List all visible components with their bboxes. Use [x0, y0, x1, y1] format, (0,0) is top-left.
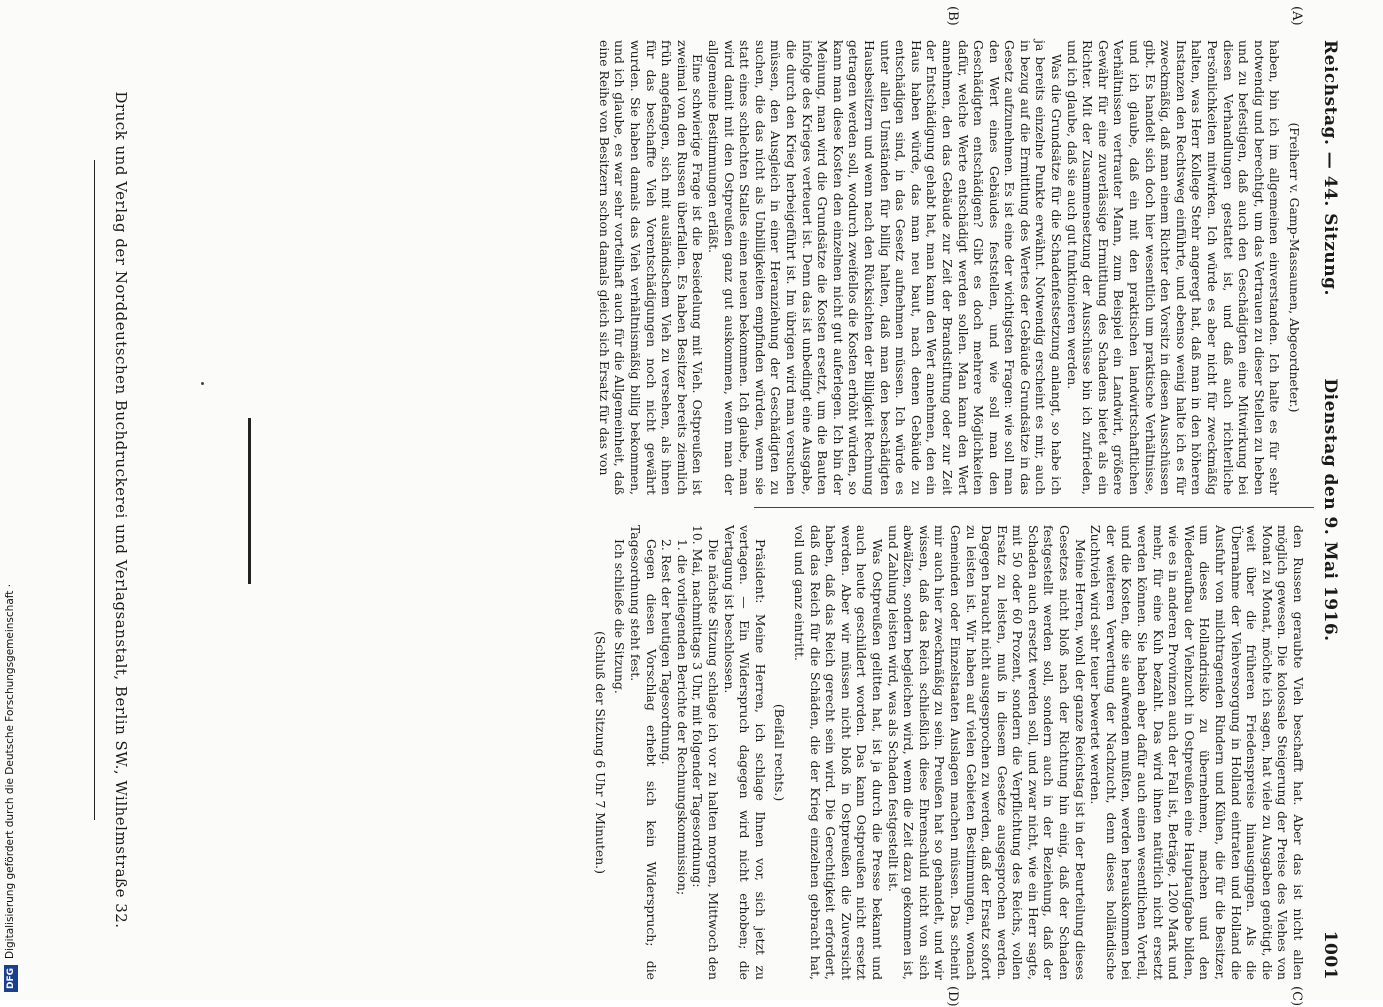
paragraph: den Russen geraubte Vieh beschafft hat. Aber das ist nicht allen möglich gewesen. Die kolossale Steigerung der Preise des Viehes von Monat zu Monat, möchte ich sagen, hat viele zu Ausgaben genötigt, die weit über die früheren Friedenspreise hinausgingen. Als die Übernahme der Viehversorgung in Holland eintraten und Holland die Ausfuhr von milchtragenden Rindern und Kühen, die für die Besitzer, um dieses Hollandrisiko zu übernehmen, machen und den Wiederaufbau der Viehzucht in Ostpreußen eine Hauptaufgabe bilden, wie es in anderen Provinzen auch der Fall ist, Beträge, 1200 Mark und mehr, für eine Kuh bezahlt. Das wird ihnen natürlich nicht ersetzt werden können. Sie haben aber dafür auch einen wesentlichen Vorteil, und die Kosten, die sie aufwenden mußten, werden herauskommen bei der weiteren Verwertung der Nachzucht, denn dieses holländische Zuchtvieh wird sehr teuer bewertet werden.	[1088, 525, 1306, 980]
margin-rule	[94, 160, 95, 820]
right-column	[588, 525, 1306, 980]
paragraph: Meine Herren, wohl der ganze Reichstag ist in der Beurteilung dieses Gesetzes nicht bloß nach der Richtung hin einig, daß der Schaden festgestellt werden soll, sondern auch in der Beziehung, daß der Schaden auch ersetzt werden soll, und zwar nicht, wie ein Herr sagte, mit 50 oder 60 Prozent, sondern die Verpflichtung des Reichs, vollen Ersatz zu leisten, muß in diesem Gesetze ausgesprochen werden. Dagegen braucht nicht ausgesprochen zu werden, daß der Ersatz sofort zu leisten ist. Wir haben auf vielen Gebieten Bestimmungen, wonach Gemeinden oder Einzelstaaten Auslagen machen müssen. Das scheint mir auch hier zweckmäßig zu sein. Preußen hat so gehandelt, und wir wissen, daß das Reich schließlich diese Ehrenschuld nicht von sich abwälzen, sondern begleichen wird, wenn die Zeit dazu gekommen ist, und Zahlung leisten wird, was als Schaden festgestellt ist.	[885, 525, 1088, 980]
header-left: Reichstag. — 44. Sitzung.	[1320, 40, 1340, 296]
margin-mark-b: (B)	[945, 6, 960, 26]
column-divider	[754, 507, 1314, 508]
closing-line: Ich schließe die Sitzung.	[612, 539, 628, 694]
speck	[201, 382, 204, 385]
header-date: Dienstag den 9. Mai 1916.	[1320, 378, 1340, 642]
paragraph: haben, bin ich im allgemeinen einverstanden. Ich halte es für sehr notwendig und berechtigt, um das Vertrauen zu dieser Stellen zu heben und zu befestigen, daß auch den Geschädigten eine Mitwirkung bei diesen Verhandlungen gestattet ist, und daß auch richterliche Persönlichkeiten mitwirken. Ich würde es aber nicht für zweckmäßig halten, was Herr Kollege Stehr angeregt hat, daß man in den höheren Instanzen den Rechtsweg einführte, und ebenso wenig halte ich es für zweckmäßig, daß man einem Richter den Vorsitz in diesen Ausschüssen gibt. Es handelt sich doch hier wesentlich um praktische Verhältnisse, und ich glaube, daß ein mit den praktischen landwirtschaftlichen Verhältnissen vertrauter Mann, zum Beispiel ein Landwirt, größere Gewähr für eine zuverlässige Ermittlung des Schadens bietet als ein Richter. Mit der Zusammensetzung der Ausschüsse bin ich zufrieden, und ich glaube, daß sie auch gut funktionieren werden.	[1064, 40, 1283, 495]
margin-mark-d: (D)	[945, 986, 960, 1007]
paragraph: Was die Grundsätze für die Schadenfestsetzung anlangt, so habe ich ja bereits einzelne Punkte erwähnt. Notwendig erscheint es mir, auch in bezug auf die Ermittlung des Wertes der Gebäude Grundsätze in das Gesetz aufzunehmen. Es ist eine der wichtigsten Fragen: wie soll man den Wert eines Gebäudes feststellen, und wie soll man den Geschädigten entschädigen? Gibt es doch mehrere Möglichkeiten dafür, welche Werte entschädigt werden sollen. Man kann den Wert annehmen, den das Gebäude zur Zeit der Brandstiftung oder zur Zeit der Entschädigung gehabt hat, man kann den Wert annehmen, den ein Haus haben würde, das man neu baut, nach denen Gebäude zu entschädigen sind, in das Gesetz aufnehmen müssen. Ich würde es unter allen Umständen für billig halten, daß man den beschädigten Hausbesitzern und wenn nach den Rücksichten der Billigkeit Rechnung getragen werden soll, wodurch zweifellos die Kosten erhöht würden, so kann man diese Kosten den einzelnen nicht gut auferlegen. Ich bin der Meinung, man wird die Grundsätze die Kosten ersetzt, um die Bauten infolge des Krieges verteuert ist. Denn das ist unbedingt eine Ausgabe, die durch den Krieg herbeigeführt ist. Im übrigen wird man versuchen müssen, den Ausgleich in einer Heranziehung der Geschädigten zu suchen, die das nicht als Unbilligkeiten empfinden würden, wenn sie statt eines schlechten Stalles einen neuen bekommen. Ich glaube, man wird damit mit den Ostpreußen ganz gut auskommen, wenn man der allgemeine Bestimmungen erläßt.	[706, 40, 1065, 495]
rotated-document-page	[50, 6, 1340, 1007]
margin-mark-a: (A)	[1289, 6, 1304, 26]
applause-note: (Beifall rechts.)	[772, 703, 788, 802]
dfg-credit-text: Digitalisierung gefördert durch die Deutsche Forschungsgemeinschaft ·	[4, 583, 16, 959]
page-header	[1314, 40, 1340, 980]
next-session: Die nächste Sitzung schlage ich vor zu halten morgen, Mittwoch den 10. Mai, nachmittags 3 Uhr, mit folgender Tagesordnung:	[690, 525, 722, 980]
agenda-fixed: Gegen diesen Vorschlag erhebt sich kein Widerspruch; die Tagesordnung steht fest.	[628, 525, 659, 980]
vertical-rule	[248, 418, 251, 584]
printer-imprint: Druck und Verlag der Norddeutschen Buchdruckerei und Verlagsanstalt, Berlin SW., Wilhelmstraße 32.	[112, 91, 130, 929]
paragraph: Was Ostpreußen gelitten hat, ist ja durch die Presse bekannt und auch heute geschildert worden. Das kann Ostpreußen nicht ersetzt werden. Aber wir müssen nicht bloß in Ostpreußen die Zuversicht haben, daß das Reich gerecht sein wird. Die Gerechtigkeit erfordert, daß das Reich für die Schäden, die der Krieg einzelnen gebracht hat, voll und ganz eintritt.	[792, 525, 885, 980]
paragraph: Eine schwierige Frage ist die Besiedelung mit Vieh. Ostpreußen ist zweimal von den Russen überfallen. Es haben Besitzer bereits ziemlich früh angefangen, sich mit ausländischem Vieh zu versehen, als ihnen für das beschaffte Vieh Vorentschädigungen noch nicht gewährt wurden. Sie haben damals das Vieh verhältnismäßig billig bekommen, und ich glaube, es war sehr vorteilhaft auch für die Allgemeinheit, daß eine Reihe von Besitzern schon damals gleich sich Ersatz für das von	[596, 40, 706, 495]
end-note: (Schluß der Sitzung 6 Uhr 7 Minuten.)	[592, 631, 608, 874]
speaker-line: (Freiherr v. Gamp-Massaunen, Abgeordneter.)	[1287, 122, 1302, 413]
dfg-credit	[0, 0, 20, 1000]
dfg-logo: DFG	[4, 965, 18, 992]
page-number: 1001	[1320, 930, 1340, 980]
agenda-item: 2. Rest der heutigen Tagesordnung.	[659, 539, 675, 765]
margin-mark-c: (C)	[1289, 986, 1304, 1007]
left-column	[596, 40, 1306, 495]
president-statement: Präsident: Meine Herren, ich schlage Ihnen vor, sich jetzt zu vertagen. — Ein Widerspruch dagegen wird nicht erhoben; die Vertagung ist beschlossen.	[721, 525, 768, 980]
agenda-item: 1. die vorliegenden Berichte der Rechnungskommission;	[674, 539, 690, 896]
